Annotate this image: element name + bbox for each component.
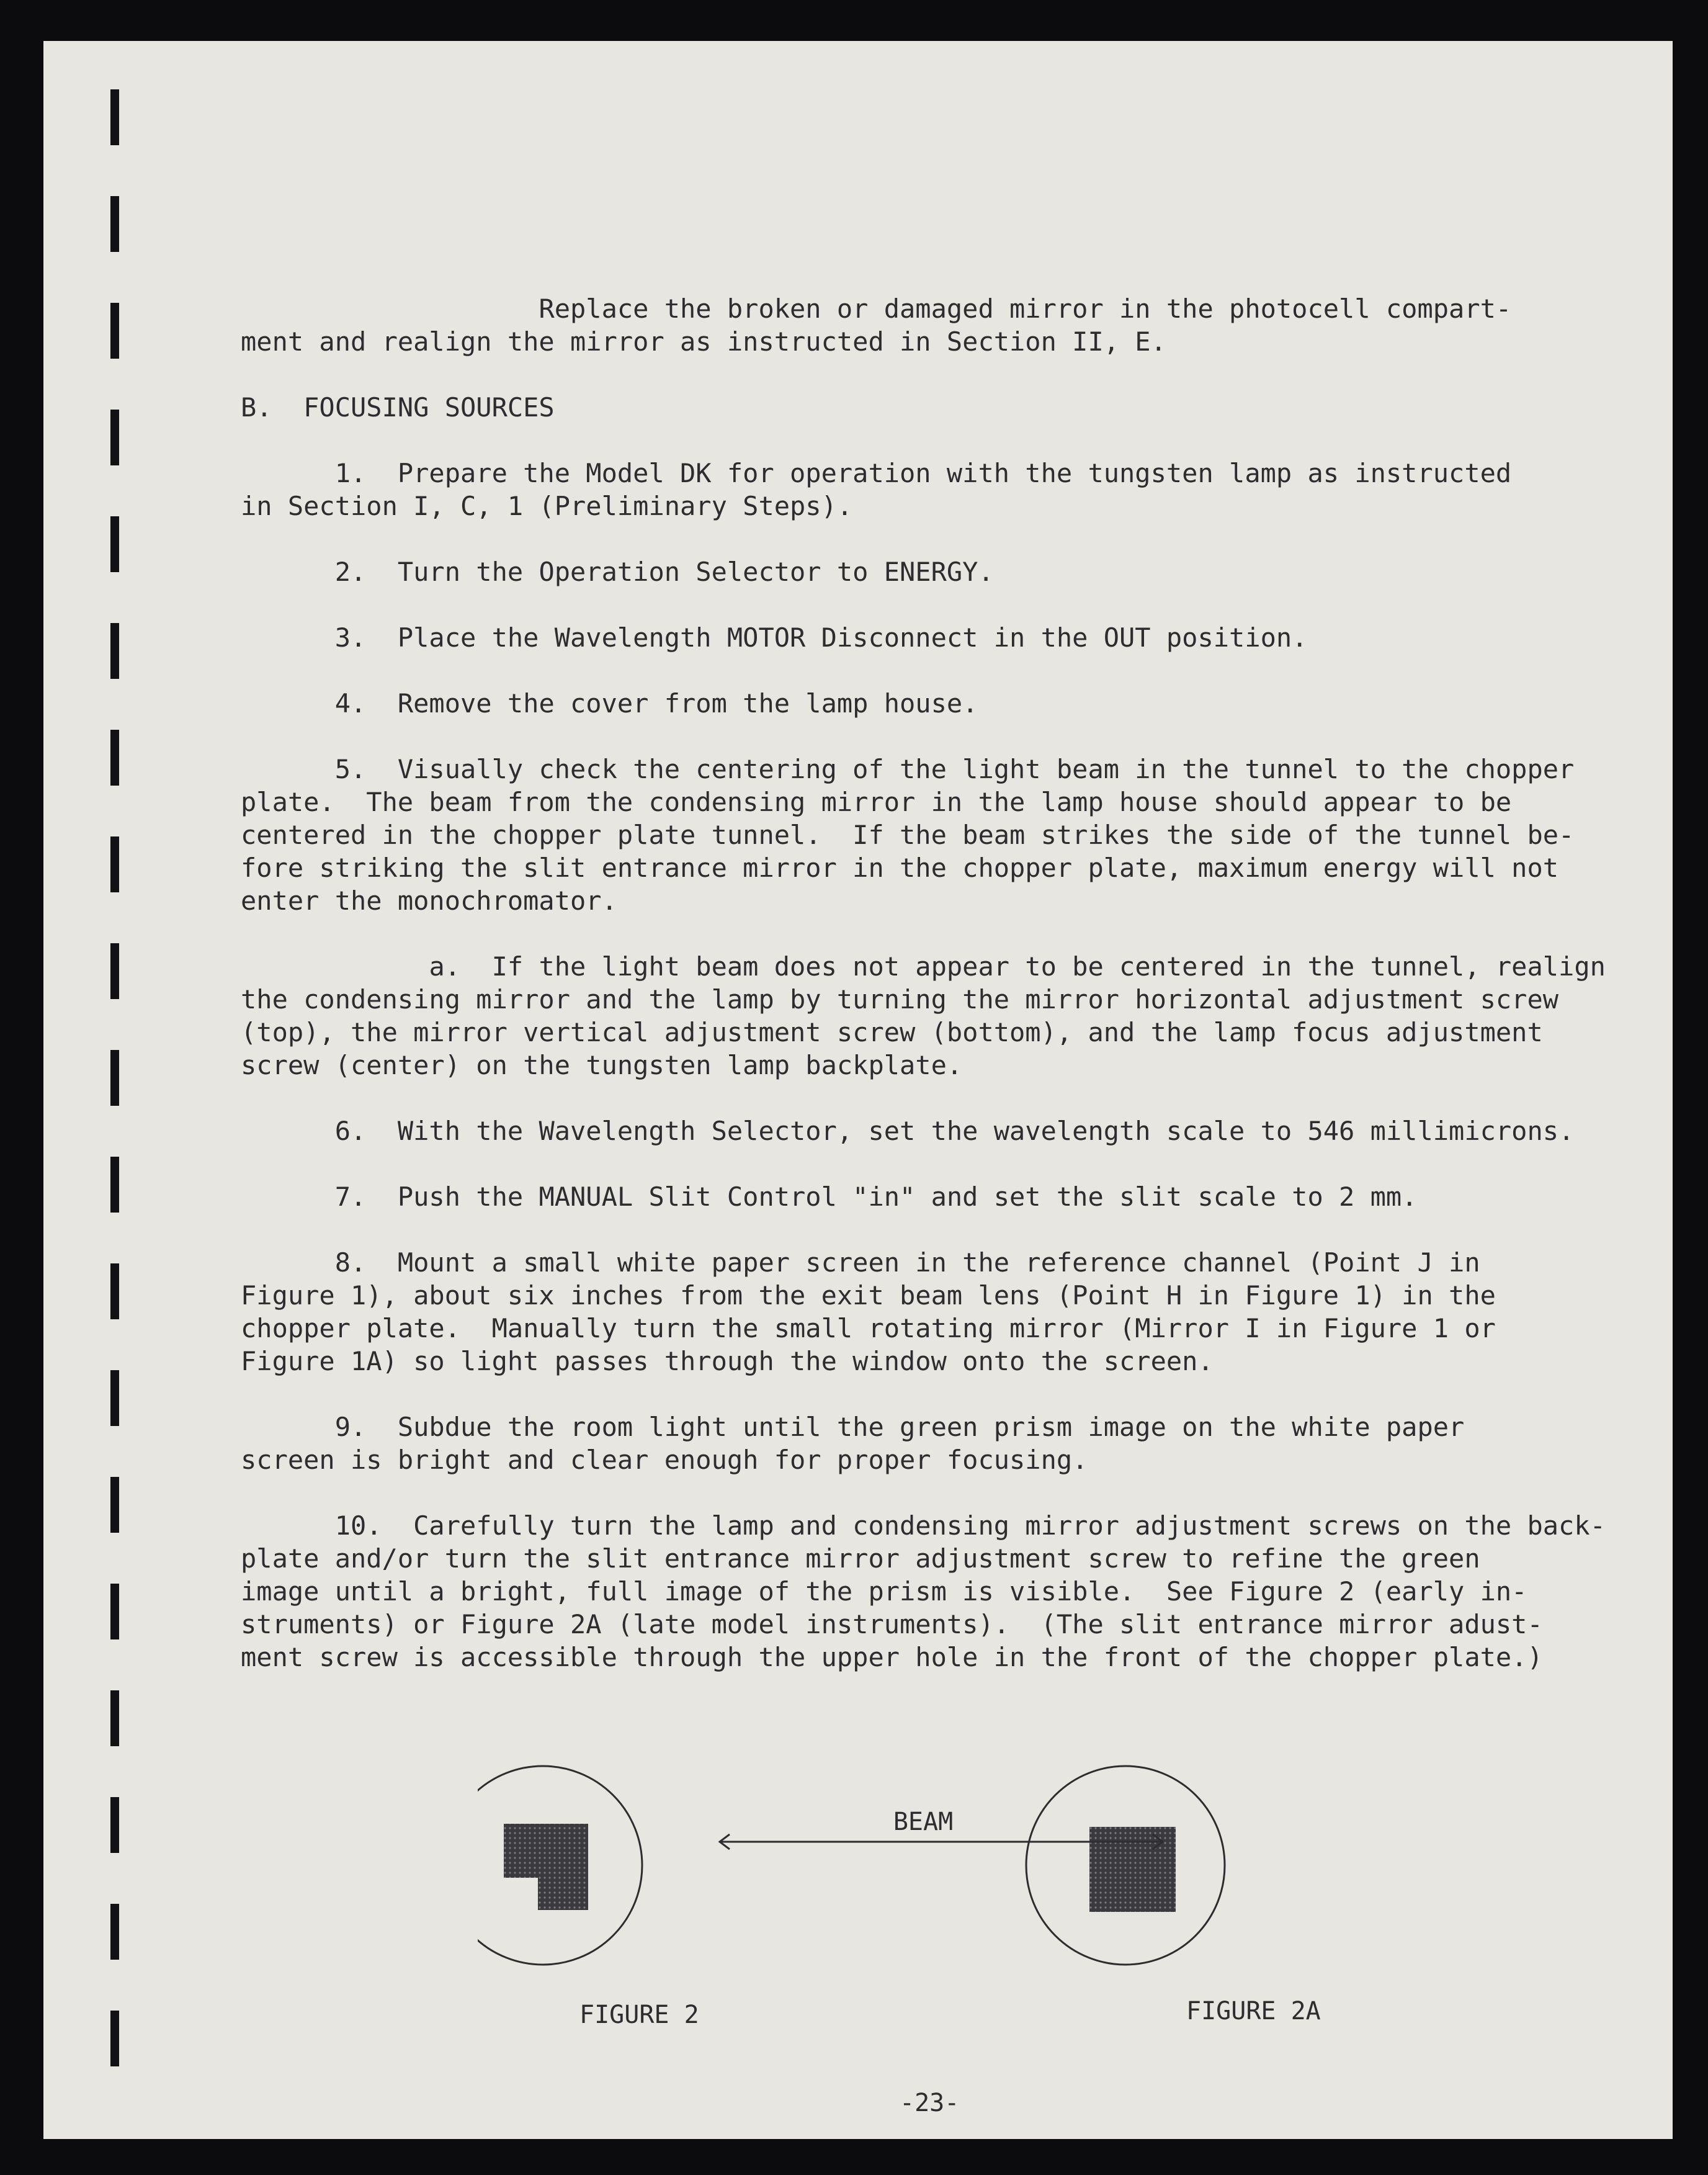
- step-8: 8. Mount a small white paper screen in the reference channel (Point J in Figure 1), about six inches from the exit beam lens (Point H in Figure 1) in the chopper plate. Manually turn the small rotating mirror (Mirror I in Figure 1 or Figure 1A) so light passes through the window onto the screen.: [241, 1247, 1496, 1376]
- figure2-caption: FIGURE 2: [579, 2001, 699, 2029]
- figure2a-prism-image: [1089, 1827, 1176, 1912]
- step-10: 10. Carefully turn the lamp and condensing mirror adjustment screws on the back- plate and/or turn the slit entrance mirror adjustment screw to refine the green image until a bright, full image of the prism is visible. See Figure 2 (early in- struments) or Figure 2A (late model instruments). (The slit entrance mirror adust- ment screw is accessible through the upper hole in the front of the chopper plate.): [241, 1510, 1606, 1672]
- paragraph-intro: Replace the broken or damaged mirror in the photocell compart- ment and realign the mirror as instructed in Section II, E.: [241, 294, 1512, 357]
- binding-hole: [110, 2011, 119, 2066]
- figure-svg: [478, 1741, 1377, 2020]
- binding-hole: [110, 303, 119, 359]
- figure-diagram: [478, 1741, 1377, 2064]
- binding-holes: [110, 89, 129, 2137]
- binding-hole: [110, 1157, 119, 1213]
- binding-hole: [110, 1263, 119, 1319]
- binding-hole: [110, 730, 119, 786]
- step-3: 3. Place the Wavelength MOTOR Disconnect in the OUT position.: [241, 622, 1308, 653]
- binding-hole: [110, 196, 119, 252]
- body-text: [241, 292, 1630, 1674]
- binding-hole: [110, 1370, 119, 1426]
- binding-hole: [110, 1690, 119, 1746]
- figure2-prism-image: [504, 1824, 588, 1910]
- step-2: 2. Turn the Operation Selector to ENERGY.: [241, 557, 994, 587]
- binding-hole: [110, 89, 119, 145]
- binding-hole: [110, 1904, 119, 1960]
- section-heading: B. FOCUSING SOURCES: [241, 392, 555, 423]
- binding-hole: [110, 516, 119, 572]
- binding-hole: [110, 1477, 119, 1533]
- step-7: 7. Push the MANUAL Slit Control "in" and set the slit scale to 2 mm.: [241, 1182, 1418, 1212]
- binding-hole: [110, 1050, 119, 1106]
- binding-hole: [110, 836, 119, 892]
- binding-hole: [110, 1797, 119, 1853]
- beam-label: BEAM: [893, 1808, 954, 1836]
- binding-hole: [110, 410, 119, 465]
- step-5: 5. Visually check the centering of the light beam in the tunnel to the chopper plate. The beam from the condensing mirror in the lamp house should appear to be centered in the chopper plate tunnel. If the beam strikes the side of the tunnel be- fore striking the slit entrance mirror in the chopper plate, maximum energy will not enter the monochromator.: [241, 754, 1575, 916]
- step-9: 9. Subdue the room light until the green prism image on the white paper screen is bright and clear enough for proper focusing.: [241, 1412, 1465, 1475]
- page-number: -23-: [900, 2089, 960, 2117]
- binding-hole: [110, 623, 119, 679]
- binding-hole: [110, 943, 119, 999]
- step-1: 1. Prepare the Model DK for operation with the tungsten lamp as instructed in Section I, C, 1 (Preliminary Steps).: [241, 458, 1512, 521]
- step-6: 6. With the Wavelength Selector, set the wavelength scale to 546 millimicrons.: [241, 1116, 1575, 1146]
- figure2a-caption: FIGURE 2A: [1186, 1997, 1321, 2025]
- document-page: [43, 41, 1673, 2139]
- step-4: 4. Remove the cover from the lamp house.: [241, 688, 978, 719]
- binding-hole: [110, 1584, 119, 1639]
- step-5a: a. If the light beam does not appear to be centered in the tunnel, realign the condensing mirror and the lamp by turning the mirror horizontal adjustment screw (top), the mirror vertical adjustment screw (bottom), and the lamp focus adjustment screw (center) on the tungsten lamp backplate.: [241, 951, 1606, 1080]
